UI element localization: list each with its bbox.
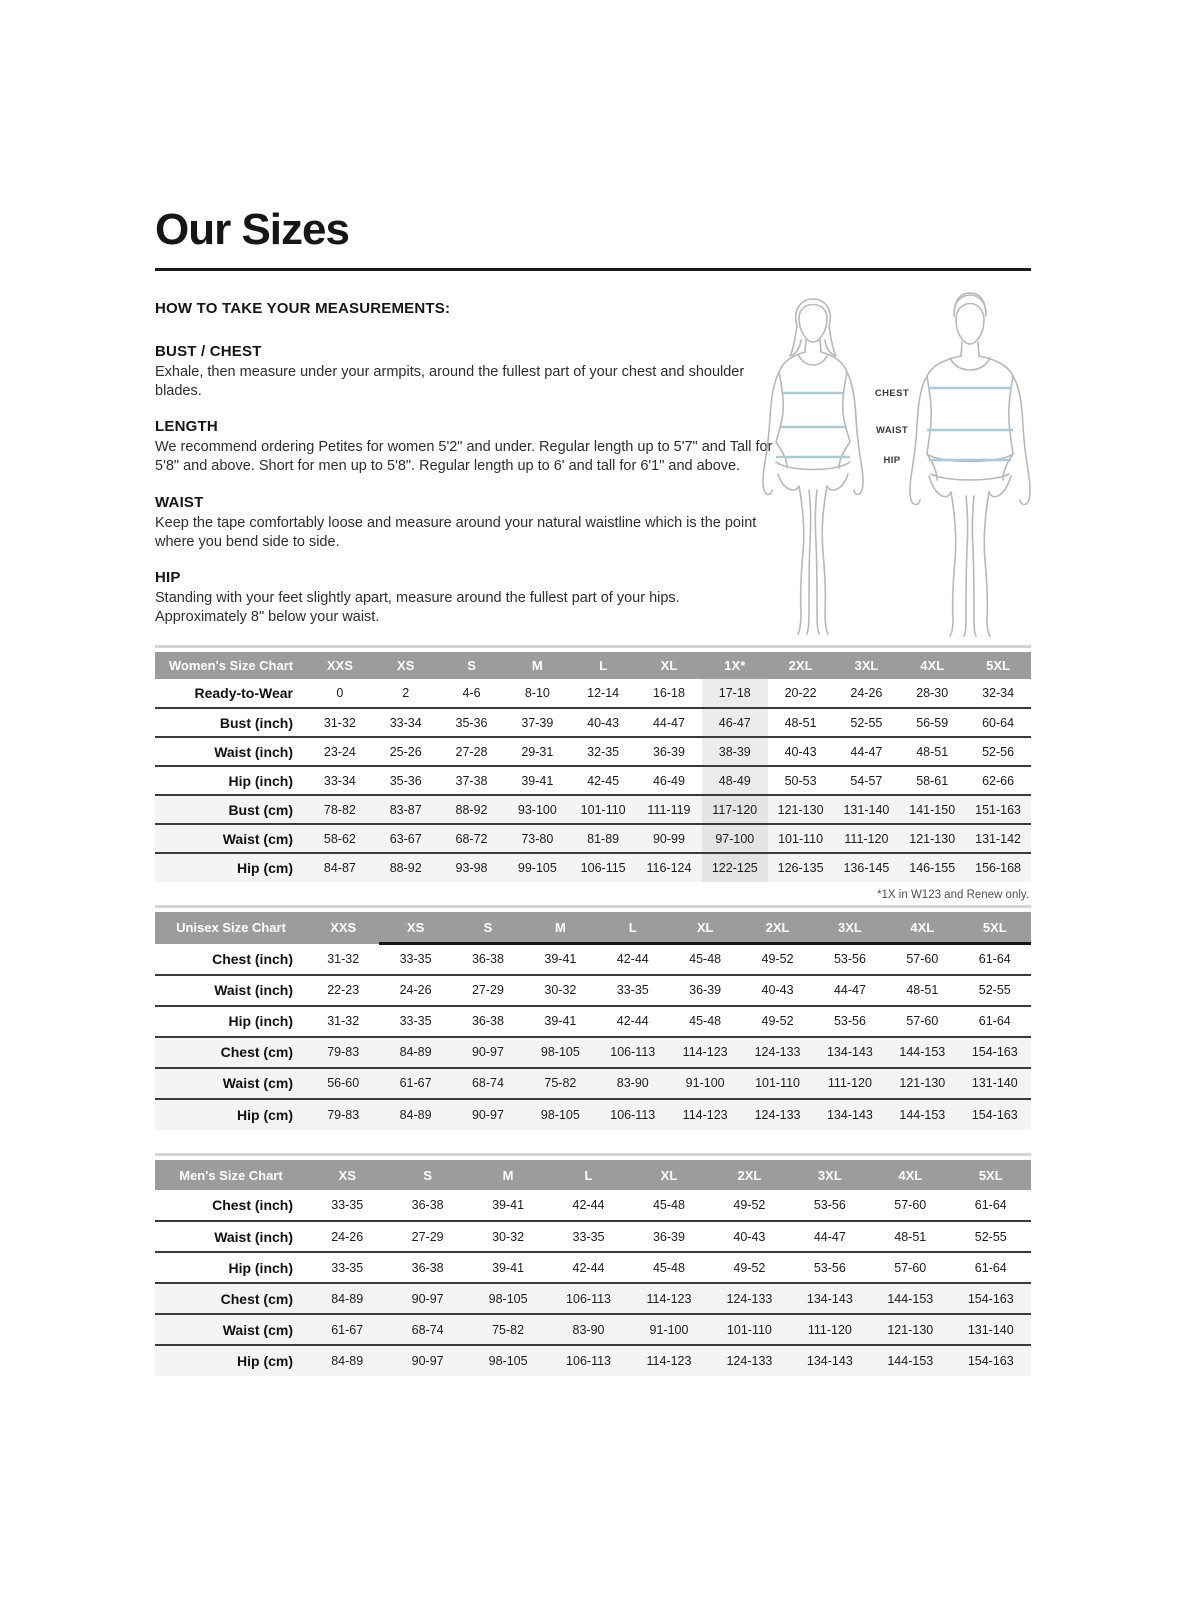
table-cell: 114-123 [669, 1099, 741, 1130]
table-cell: 45-48 [652, 1198, 685, 1212]
table-cell: 75-82 [524, 1068, 596, 1099]
table-cell: 53-56 [813, 1198, 846, 1212]
row-label: Chest (cm) [155, 1283, 307, 1314]
table-cell: 83-90 [548, 1314, 628, 1345]
table-cell: 28-30 [916, 686, 949, 700]
table-cell: 24-26 [331, 1229, 364, 1244]
table-cell: 62-66 [982, 773, 1015, 788]
table-cell: 61-67 [379, 1068, 451, 1099]
table-cell: 40-43 [733, 1229, 766, 1244]
column-header: S [387, 1160, 467, 1190]
column-header: XXS [307, 652, 373, 679]
table-cell: 33-34 [389, 715, 422, 730]
table-header-row [155, 1160, 1031, 1190]
table-cell: 36-38 [471, 952, 504, 967]
table-cell: 57-60 [906, 952, 939, 967]
table-row [155, 1221, 1031, 1252]
table-cell: 61-64 [974, 1198, 1007, 1212]
column-header: S [452, 912, 524, 944]
table-cell: 57-60 [894, 1198, 927, 1212]
table-cell: 154-163 [951, 1345, 1032, 1376]
table-cell: 73-80 [504, 824, 570, 853]
table-cell: 40-43 [784, 744, 817, 759]
table-cell: 0 [336, 686, 344, 700]
table-top-strip [155, 1153, 1031, 1156]
instruction-body: Standing with your feet slightly apart, measure around the fullest part of your hips. Approximately 8" below your waist. [155, 589, 680, 625]
table-cell: 98-105 [468, 1283, 548, 1314]
row-label: Hip (inch) [228, 1259, 293, 1276]
instruction-heading: HIP [155, 568, 181, 586]
table-cell: 36-38 [411, 1198, 444, 1212]
table-cell: 52-55 [974, 1229, 1007, 1244]
table-cell: 57-60 [894, 1260, 927, 1275]
table-cell: 131-140 [959, 1068, 1031, 1099]
table-cell: 111-120 [834, 824, 900, 853]
table-row [155, 1345, 1031, 1376]
unisex-size-chart-table [155, 912, 1031, 1130]
table-cell: 156-168 [965, 853, 1031, 882]
table-cell: 101-110 [741, 1068, 813, 1099]
table-cell: 58-62 [307, 824, 373, 853]
table-cell: 49-52 [761, 952, 794, 967]
table-cell: 106-113 [548, 1345, 628, 1376]
chest-label: CHEST [874, 388, 910, 399]
row-label: Bust (inch) [219, 714, 293, 731]
table-cell: 4-6 [462, 686, 481, 700]
column-header: XL [636, 652, 702, 679]
mens-size-chart-section [155, 1153, 1031, 1376]
row-label: Hip (cm) [155, 1099, 307, 1130]
waist-label: WAIST [875, 425, 909, 436]
table-cell: 124-133 [741, 1037, 813, 1068]
table-cell: 141-150 [899, 795, 965, 824]
table-cell: 49-52 [761, 1014, 794, 1028]
table-cell: 39-41 [492, 1198, 525, 1212]
table-cell: 32-35 [587, 744, 620, 759]
table-cell: 31-32 [327, 951, 360, 966]
column-header: XL [669, 912, 741, 944]
table-cell: 39-41 [521, 773, 554, 788]
table-cell: 63-67 [373, 824, 439, 853]
table-row [155, 824, 1031, 853]
table-cell: 23-24 [323, 744, 356, 759]
table-row [155, 679, 1031, 708]
table-cell: 75-82 [468, 1314, 548, 1345]
table-cell: 68-72 [439, 824, 505, 853]
table-cell: 84-89 [307, 1345, 387, 1376]
column-header: XS [379, 912, 451, 944]
table-row [155, 737, 1031, 766]
table-cell: 27-29 [411, 1229, 444, 1244]
table-cell: 58-61 [916, 773, 949, 788]
table-cell: 49-52 [733, 1198, 766, 1212]
row-label: Chest (inch) [212, 1197, 293, 1213]
male-figure-illustration [910, 293, 1030, 636]
table-cell: 12-14 [587, 686, 620, 700]
instruction-body: Keep the tape comfortably loose and measure around your natural waistline which is the point where you bend side to side. [155, 514, 757, 550]
table-cell: 144-153 [870, 1345, 950, 1376]
table-row [155, 1037, 1031, 1068]
row-label: Chest (inch) [212, 950, 293, 967]
column-header: 5XL [951, 1160, 1032, 1190]
table-cell: 101-110 [709, 1314, 789, 1345]
row-label: Waist (cm) [155, 824, 307, 853]
table-cell: 30-32 [544, 983, 577, 997]
table-cell: 136-145 [834, 853, 900, 882]
table-cell: 35-36 [389, 773, 422, 788]
column-header: L [597, 912, 669, 944]
table-cell: 27-28 [455, 744, 488, 759]
table-cell: 44-47 [813, 1229, 846, 1244]
column-header: 3XL [814, 912, 886, 944]
table-cell: 81-89 [570, 824, 636, 853]
unisex-size-chart-section [155, 905, 1031, 1130]
table-cell: 90-97 [387, 1283, 467, 1314]
womens-size-chart-table [155, 652, 1031, 882]
table-cell: 114-123 [629, 1345, 709, 1376]
row-label: Hip (inch) [228, 1013, 293, 1029]
body-figures-illustration [745, 276, 1035, 640]
table-cell: 54-57 [850, 773, 883, 788]
table-cell: 114-123 [669, 1037, 741, 1068]
table-row [155, 853, 1031, 882]
table-header-row [155, 912, 1031, 944]
table-cell: 68-74 [387, 1314, 467, 1345]
table-cell: 56-60 [307, 1068, 379, 1099]
table-cell: 53-56 [833, 1014, 866, 1028]
table-cell: 101-110 [570, 795, 636, 824]
table-cell: 101-110 [768, 824, 834, 853]
table-row [155, 795, 1031, 824]
row-label: Waist (inch) [214, 1228, 293, 1245]
table-cell: 40-43 [587, 715, 620, 730]
table-cell: 144-153 [886, 1099, 958, 1130]
table-cell: 50-53 [784, 773, 817, 788]
table-cell: 144-153 [870, 1283, 950, 1314]
table-cell: 48-51 [916, 744, 949, 759]
table-cell: 78-82 [307, 795, 373, 824]
column-header: L [570, 652, 636, 679]
table-cell: 39-41 [544, 952, 577, 967]
table-cell: 98-105 [524, 1037, 596, 1068]
table-cell: 111-120 [790, 1314, 870, 1345]
column-header: M [524, 912, 596, 944]
table-row [155, 708, 1031, 737]
table-cell: 52-55 [850, 715, 883, 730]
table-row [155, 1099, 1031, 1130]
table-cell: 31-32 [327, 1014, 360, 1028]
row-label: Waist (cm) [155, 1314, 307, 1345]
female-figure-illustration [763, 299, 863, 634]
table-row [155, 766, 1031, 795]
table-cell: 61-64 [974, 1260, 1007, 1275]
table-cell: 48-51 [894, 1229, 927, 1244]
table-cell: 98-105 [524, 1099, 596, 1130]
table-row [155, 1252, 1031, 1283]
table-cell: 84-87 [307, 853, 373, 882]
table-cell: 124-133 [709, 1345, 789, 1376]
table-cell: 60-64 [982, 715, 1015, 730]
table-cell: 42-44 [616, 952, 649, 967]
column-header: XXS [307, 912, 379, 944]
table-cell: 46-47 [702, 708, 768, 737]
table-cell: 124-133 [709, 1283, 789, 1314]
measurement-instructions [155, 343, 773, 644]
table-top-strip [155, 645, 1031, 648]
table-cell: 121-130 [768, 795, 834, 824]
mens-size-chart-table [155, 1160, 1031, 1376]
table-cell: 33-35 [331, 1198, 364, 1212]
table-cell: 134-143 [790, 1283, 870, 1314]
table-cell: 35-36 [455, 715, 488, 730]
table-cell: 8-10 [524, 686, 550, 700]
table-cell: 44-47 [833, 983, 866, 997]
table-cell: 29-31 [521, 744, 554, 759]
table-cell: 131-140 [834, 795, 900, 824]
row-label: Hip (cm) [155, 1345, 307, 1376]
table-cell: 88-92 [439, 795, 505, 824]
table-cell: 33-35 [616, 983, 649, 997]
instruction-body: We recommend ordering Petites for women 5'2" and under. Regular length up to 5'7" and Tall for 5'8" and above. Short for men up to 5'8". Regular length up to 6' and tall for 6'1" and above. [155, 439, 773, 475]
table-cell: 31-32 [323, 715, 356, 730]
table-cell: 52-56 [982, 744, 1015, 759]
column-header: 2XL [709, 1160, 789, 1190]
table-cell: 122-125 [702, 853, 768, 882]
table-cell: 116-124 [636, 853, 702, 882]
column-header: 5XL [965, 652, 1031, 679]
table-cell: 33-35 [331, 1260, 364, 1275]
table-cell: 79-83 [307, 1099, 379, 1130]
table-cell: 40-43 [761, 983, 794, 997]
table-cell: 53-56 [813, 1260, 846, 1275]
column-header: 4XL [870, 1160, 950, 1190]
column-header: 4XL [886, 912, 958, 944]
table-cell: 33-35 [572, 1229, 605, 1244]
table-row [155, 1314, 1031, 1345]
table-cell: 17-18 [702, 679, 768, 708]
table-cell: 57-60 [906, 1014, 939, 1028]
table-cell: 32-34 [982, 686, 1015, 700]
table-cell: 45-48 [689, 1014, 722, 1028]
table-cell: 90-97 [452, 1099, 524, 1130]
row-label: Ready-to-Wear [194, 685, 293, 701]
column-header: 1X* [702, 652, 768, 679]
table-cell: 131-140 [951, 1314, 1032, 1345]
table-cell: 48-51 [784, 715, 817, 730]
instruction-body: Exhale, then measure under your armpits, around the fullest part of your chest and shoulder blades. [155, 364, 745, 400]
instruction-heading: BUST / CHEST [155, 343, 262, 360]
table-cell: 98-105 [468, 1345, 548, 1376]
table-cell: 39-41 [492, 1260, 525, 1275]
title-divider [155, 268, 1031, 271]
column-header: L [548, 1160, 628, 1190]
measurement-figures [745, 276, 1035, 640]
row-label: Waist (inch) [214, 982, 293, 998]
page-title: Our Sizes [155, 205, 349, 254]
table-title: Men's Size Chart [155, 1160, 307, 1190]
column-header: 3XL [790, 1160, 870, 1190]
table-row [155, 1068, 1031, 1099]
table-cell: 22-23 [327, 983, 360, 997]
table-cell: 39-41 [544, 1014, 577, 1028]
table-cell: 48-49 [702, 766, 768, 795]
table-cell: 61-67 [307, 1314, 387, 1345]
table-row [155, 944, 1031, 975]
table-cell: 45-48 [652, 1260, 685, 1275]
instruction-hip [155, 569, 773, 627]
table-cell: 91-100 [629, 1314, 709, 1345]
column-header: M [504, 652, 570, 679]
hip-label: HIP [883, 455, 901, 466]
table-cell: 44-47 [850, 744, 883, 759]
table-cell: 146-155 [899, 853, 965, 882]
table-cell: 61-64 [978, 952, 1011, 967]
column-header: 4XL [899, 652, 965, 679]
table-cell: 56-59 [916, 715, 949, 730]
table-cell: 90-99 [636, 824, 702, 853]
size-chart-footnote: *1X in W123 and Renew only. [877, 889, 1029, 901]
table-cell: 117-120 [702, 795, 768, 824]
row-label: Chest (cm) [155, 1037, 307, 1068]
instruction-bust-chest [155, 343, 773, 401]
howto-heading: HOW TO TAKE YOUR MEASUREMENTS: [155, 300, 451, 317]
table-cell: 126-135 [768, 853, 834, 882]
column-header: 2XL [741, 912, 813, 944]
table-cell: 38-39 [702, 737, 768, 766]
table-cell: 111-120 [814, 1068, 886, 1099]
column-header: 2XL [768, 652, 834, 679]
table-cell: 42-45 [587, 773, 620, 788]
table-cell: 24-26 [399, 983, 432, 997]
table-cell: 42-44 [572, 1198, 605, 1212]
table-cell: 79-83 [307, 1037, 379, 1068]
table-row [155, 1006, 1031, 1037]
instruction-waist [155, 494, 773, 552]
table-cell: 93-98 [439, 853, 505, 882]
table-cell: 91-100 [669, 1068, 741, 1099]
table-cell: 131-142 [965, 824, 1031, 853]
table-cell: 144-153 [886, 1037, 958, 1068]
table-row [155, 975, 1031, 1006]
table-cell: 106-113 [548, 1283, 628, 1314]
table-cell: 37-38 [455, 773, 488, 788]
table-cell: 99-105 [504, 853, 570, 882]
row-label: Hip (inch) [228, 772, 293, 789]
table-cell: 97-100 [702, 824, 768, 853]
table-cell: 33-35 [399, 952, 432, 967]
table-cell: 42-44 [572, 1260, 605, 1275]
table-cell: 84-89 [379, 1037, 451, 1068]
table-cell: 36-39 [689, 983, 722, 997]
table-cell: 49-52 [733, 1260, 766, 1275]
column-header: 5XL [959, 912, 1031, 944]
table-cell: 151-163 [965, 795, 1031, 824]
table-cell: 20-22 [784, 686, 817, 700]
table-cell: 134-143 [790, 1345, 870, 1376]
table-cell: 83-90 [597, 1068, 669, 1099]
table-cell: 61-64 [978, 1014, 1011, 1028]
instruction-heading: LENGTH [155, 418, 218, 436]
table-cell: 37-39 [521, 715, 554, 730]
table-top-strip [155, 905, 1031, 908]
table-cell: 84-89 [307, 1283, 387, 1314]
table-cell: 53-56 [833, 952, 866, 967]
table-cell: 36-38 [471, 1014, 504, 1028]
table-cell: 16-18 [652, 686, 685, 700]
table-cell: 27-29 [471, 983, 504, 997]
row-label: Bust (cm) [155, 795, 307, 824]
row-label: Waist (cm) [155, 1068, 307, 1099]
table-cell: 33-35 [399, 1014, 432, 1028]
instruction-heading: WAIST [155, 493, 204, 511]
table-row [155, 1190, 1031, 1221]
table-cell: 90-97 [387, 1345, 467, 1376]
table-row [155, 1283, 1031, 1314]
table-cell: 88-92 [373, 853, 439, 882]
column-header: XL [629, 1160, 709, 1190]
table-cell: 36-39 [652, 1229, 685, 1244]
column-header: M [468, 1160, 548, 1190]
table-cell: 106-113 [597, 1037, 669, 1068]
column-header: XS [373, 652, 439, 679]
table-cell: 24-26 [850, 686, 883, 700]
column-header: XS [307, 1160, 387, 1190]
table-cell: 44-47 [652, 715, 685, 730]
table-cell: 134-143 [814, 1099, 886, 1130]
table-cell: 25-26 [389, 744, 422, 759]
table-cell: 36-39 [652, 744, 685, 759]
row-label: Waist (inch) [214, 743, 293, 760]
table-cell: 36-38 [411, 1260, 444, 1275]
table-cell: 121-130 [899, 824, 965, 853]
table-cell: 46-49 [652, 773, 685, 788]
table-cell: 2 [402, 686, 410, 700]
womens-size-chart-section [155, 645, 1031, 901]
table-cell: 42-44 [616, 1014, 649, 1028]
table-header-row [155, 652, 1031, 679]
table-cell: 121-130 [870, 1314, 950, 1345]
table-cell: 52-55 [978, 983, 1011, 997]
column-header: S [439, 652, 505, 679]
table-cell: 106-115 [570, 853, 636, 882]
table-cell: 114-123 [629, 1283, 709, 1314]
table-cell: 134-143 [814, 1037, 886, 1068]
column-header: 3XL [834, 652, 900, 679]
table-cell: 111-119 [636, 795, 702, 824]
table-title: Unisex Size Chart [155, 912, 307, 944]
table-cell: 106-113 [597, 1099, 669, 1130]
table-cell: 154-163 [959, 1037, 1031, 1068]
table-cell: 84-89 [379, 1099, 451, 1130]
table-cell: 48-51 [906, 983, 939, 997]
instruction-length [155, 418, 773, 476]
table-cell: 93-100 [504, 795, 570, 824]
table-cell: 83-87 [373, 795, 439, 824]
table-cell: 30-32 [492, 1229, 525, 1244]
table-title: Women's Size Chart [155, 652, 307, 679]
table-cell: 68-74 [452, 1068, 524, 1099]
table-cell: 33-34 [323, 773, 356, 788]
table-cell: 154-163 [959, 1099, 1031, 1130]
table-cell: 90-97 [452, 1037, 524, 1068]
table-cell: 45-48 [689, 952, 722, 967]
table-cell: 121-130 [886, 1068, 958, 1099]
table-cell: 124-133 [741, 1099, 813, 1130]
row-label: Hip (cm) [155, 853, 307, 882]
table-cell: 154-163 [951, 1283, 1032, 1314]
